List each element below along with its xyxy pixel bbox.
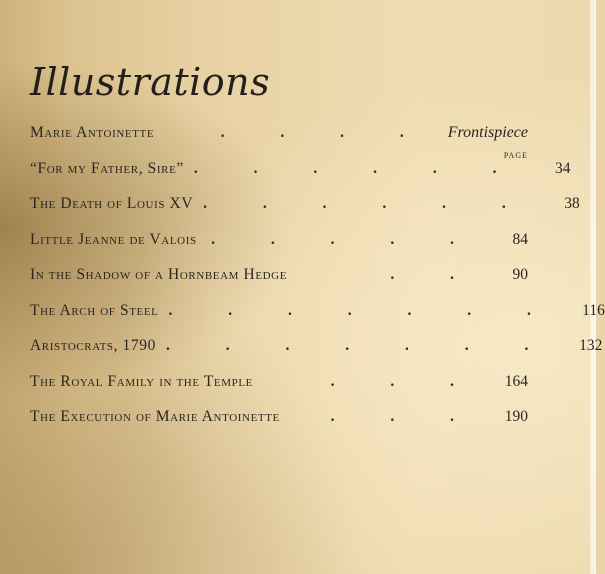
leader-dots: . . . . . — [211, 230, 480, 248]
entry-title: The Execution of Marie Antoinette — [30, 408, 280, 425]
page-edge — [590, 0, 596, 574]
list-item — [30, 266, 528, 302]
leader-dots: . . . . . . — [193, 159, 523, 177]
entry-page: 90 — [512, 266, 528, 283]
list-item — [30, 373, 528, 409]
page-column-label: PAGE — [503, 151, 528, 160]
entry-page: 34 — [555, 159, 571, 177]
list-item — [30, 301, 605, 338]
list-item — [30, 124, 528, 160]
leader-dots: . . . . . . . — [168, 301, 557, 319]
leader-dots: . . . . . . . — [165, 337, 555, 354]
entry-title: In the Shadow of a Hornbeam Hedge — [30, 266, 288, 283]
entry-title: Marie Antoinette — [30, 124, 155, 141]
entry-page: 190 — [504, 408, 528, 425]
illustrations-list — [30, 124, 605, 444]
list-item — [30, 408, 528, 444]
entry-title: The Arch of Steel — [30, 301, 159, 319]
page-title: Illustrations — [30, 60, 271, 104]
entry-title: Aristocrats, 1790 — [30, 337, 156, 354]
leader-dots: . . — [390, 266, 480, 283]
list-item — [30, 195, 580, 231]
leader-dots: . . . — [330, 408, 480, 425]
list-item — [30, 231, 528, 267]
entry-page: Frontispiece — [447, 124, 528, 141]
entry-title: “For my Father, Sire” — [30, 159, 184, 177]
entry-page: 38 — [564, 195, 580, 212]
leader-dots: . . . — [330, 372, 480, 390]
leader-dots: . . . . . . — [203, 195, 532, 212]
list-item — [30, 337, 603, 373]
leader-dots: . . . . — [220, 124, 430, 141]
entry-title: The Death of Louis XV — [30, 195, 194, 212]
entry-page: 164 — [504, 372, 528, 390]
entry-page: 84 — [512, 230, 528, 248]
entry-page: 116 — [582, 301, 605, 319]
entry-title: Little Jeanne de Valois — [30, 230, 197, 248]
entry-title: The Royal Family in the Temple — [30, 372, 253, 390]
list-item — [30, 159, 571, 196]
entry-page: 132 — [579, 337, 603, 354]
